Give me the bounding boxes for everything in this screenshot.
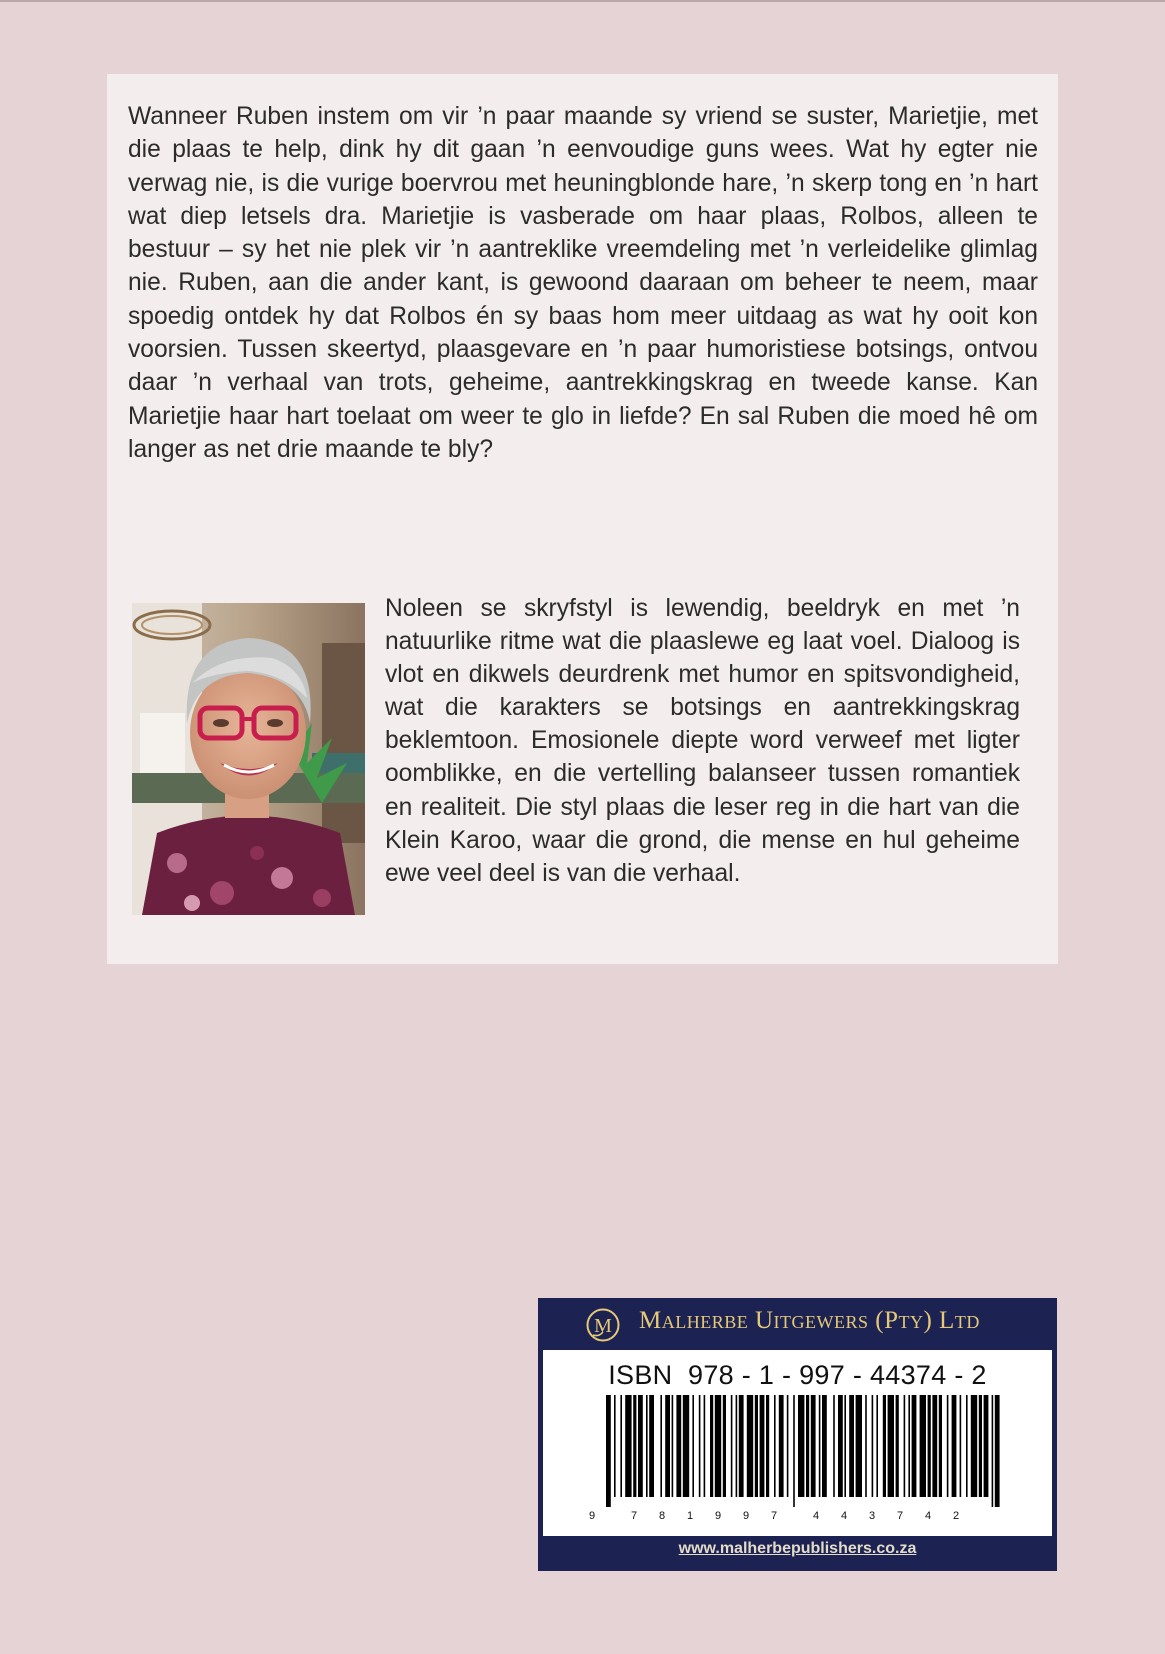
barcode-digit: 2 [953, 1510, 960, 1522]
barcode-bar [822, 1395, 827, 1497]
barcode-bar [865, 1395, 867, 1497]
barcode-bar [908, 1395, 910, 1497]
barcode-bar [665, 1395, 670, 1497]
barcode-digit: 4 [925, 1510, 932, 1522]
barcode-digit: 8 [659, 1510, 666, 1522]
barcode-digit: 1 [687, 1510, 694, 1522]
barcode-digit: 9 [589, 1510, 596, 1522]
barcode-bar [838, 1395, 843, 1497]
author-description: Noleen se skryfstyl is lewendig, beeldryk en met ’n natuurlike ritme wat die plaaslewe eg laat voel. Dialoog is vlot en dikwels deurdrenk met humor en spitsvondigheid, wat die karakters se botsings en aantrekkingskrag beklemtoon. Emosionele diepte word verweef met ligter oomblikke, en die vertelling balanseer tussen romantiek en realiteit. Die styl plaas die leser reg in die hart van die Klein Karoo, waar die grond, die mense en hul geheime ewe veel deel is van die verhaal. [385, 595, 1020, 887]
barcode-bar [766, 1395, 769, 1497]
barcode-bar [633, 1395, 636, 1497]
barcode-bar [928, 1395, 931, 1497]
barcode-bar [966, 1395, 968, 1497]
barcode-bar [739, 1395, 744, 1497]
barcode-digit: 9 [743, 1510, 750, 1522]
barcode-bar [747, 1395, 753, 1497]
barcode-bar [672, 1395, 674, 1497]
barcode-bar [723, 1395, 726, 1497]
barcode-bar [699, 1395, 701, 1497]
barcode-bar [849, 1395, 854, 1497]
barcode-bar [960, 1395, 962, 1497]
barcode-bar [646, 1395, 648, 1497]
barcode-bar [844, 1395, 846, 1497]
barcode-bar [896, 1395, 899, 1497]
author-photo [132, 603, 365, 915]
barcode-bar [811, 1395, 816, 1497]
barcode-bar [704, 1395, 706, 1497]
barcode-bar [806, 1395, 809, 1497]
barcode-bar [774, 1395, 776, 1497]
barcode-bar [819, 1395, 821, 1497]
barcode-bar [912, 1395, 917, 1497]
barcode-bar [971, 1395, 977, 1497]
barcode-bar [888, 1395, 894, 1497]
top-edge-line [0, 0, 1165, 2]
barcode-bar [614, 1395, 616, 1497]
barcode-bar [638, 1395, 643, 1497]
barcode-bar [649, 1395, 654, 1497]
barcode-digit: 4 [813, 1510, 820, 1522]
barcode-bar [736, 1395, 738, 1497]
barcode-bar [876, 1395, 878, 1497]
barcode-bar [660, 1395, 662, 1497]
barcode-digit: 9 [715, 1510, 722, 1522]
barcode [581, 1395, 1001, 1523]
barcode-area [543, 1350, 1052, 1536]
barcode-bar [833, 1395, 835, 1497]
barcode-bar [620, 1395, 622, 1497]
barcode-bar [995, 1395, 1000, 1507]
barcode-bar [952, 1395, 957, 1497]
barcode-digit: 7 [897, 1510, 904, 1522]
barcode-bar [798, 1395, 804, 1497]
publisher-logo-letter: M [594, 1315, 612, 1337]
barcode-bar [992, 1395, 994, 1507]
barcode-digit: 4 [841, 1510, 848, 1522]
barcode-bar [625, 1395, 631, 1497]
barcode-bar [947, 1395, 949, 1497]
barcode-bar [883, 1395, 886, 1497]
barcode-bar [904, 1395, 906, 1497]
barcode-bar [932, 1395, 937, 1497]
barcode-bar [606, 1395, 611, 1507]
barcode-bar [715, 1395, 721, 1497]
isbn-box [538, 1298, 1057, 1571]
barcode-bar [692, 1395, 694, 1497]
barcode-bar [683, 1395, 689, 1497]
synopsis-paragraph: Wanneer Ruben instem om vir ’n paar maande sy vriend se suster, Marietjie, met die plaas te help, dink hy dit gaan ’n eenvoudige guns wees. Wat hy egter nie verwag nie, is die vurige boervrou met heuningblonde hare, ’n skerp tong en ’n hart wat diep letsels dra. Marietjie is vasberade om haar plaas, Rolbos, alleen te bestuur – sy het nie plek vir ’n aantreklike vreemdeling met ’n verleidelike glimlag nie. Ruben, aan die ander kant, is gewoond daaraan om beheer te neem, maar spoedig ontdek hy dat Rolbos én sy baas hom meer uitdaag as wat hy ooit kon voorsien. Tussen skeertyd, plaasgevare en ’n paar humoristiese botsings, ontvou daar ’n verhaal van trots, geheime, aantrekkingskrag en tweede kanse. Kan Marietjie haar hart toelaat om weer te glo in liefde? En sal Ruben die moed hê om langer as net drie maande te bly? [128, 103, 1038, 463]
barcode-bar [939, 1395, 942, 1497]
publisher-bar [538, 1298, 1057, 1348]
barcode-bar [872, 1395, 874, 1497]
barcode-bar [710, 1395, 713, 1497]
isbn-number: ISBN 978 - 1 - 997 - 44374 - 2 [608, 1360, 987, 1390]
publisher-website-link[interactable]: www.malherbepublishers.co.za [678, 1540, 917, 1557]
publisher-name: Malherbe Uitgewers (Pty) Ltd [639, 1307, 980, 1334]
barcode-bar [787, 1395, 789, 1497]
barcode-digit: 3 [869, 1510, 876, 1522]
barcode-bar [793, 1395, 795, 1507]
barcode-bar [676, 1395, 681, 1497]
barcode-digit: 7 [631, 1510, 638, 1522]
publisher-logo-icon [586, 1308, 620, 1342]
barcode-bar [755, 1395, 758, 1497]
barcode-bar [920, 1395, 926, 1497]
barcode-bar [760, 1395, 765, 1497]
barcode-digit: 7 [771, 1510, 778, 1522]
barcode-bar [979, 1395, 982, 1497]
barcode-bar [856, 1395, 862, 1497]
barcode-bar [731, 1395, 733, 1497]
barcode-bar [779, 1395, 784, 1497]
barcode-bar [984, 1395, 989, 1497]
